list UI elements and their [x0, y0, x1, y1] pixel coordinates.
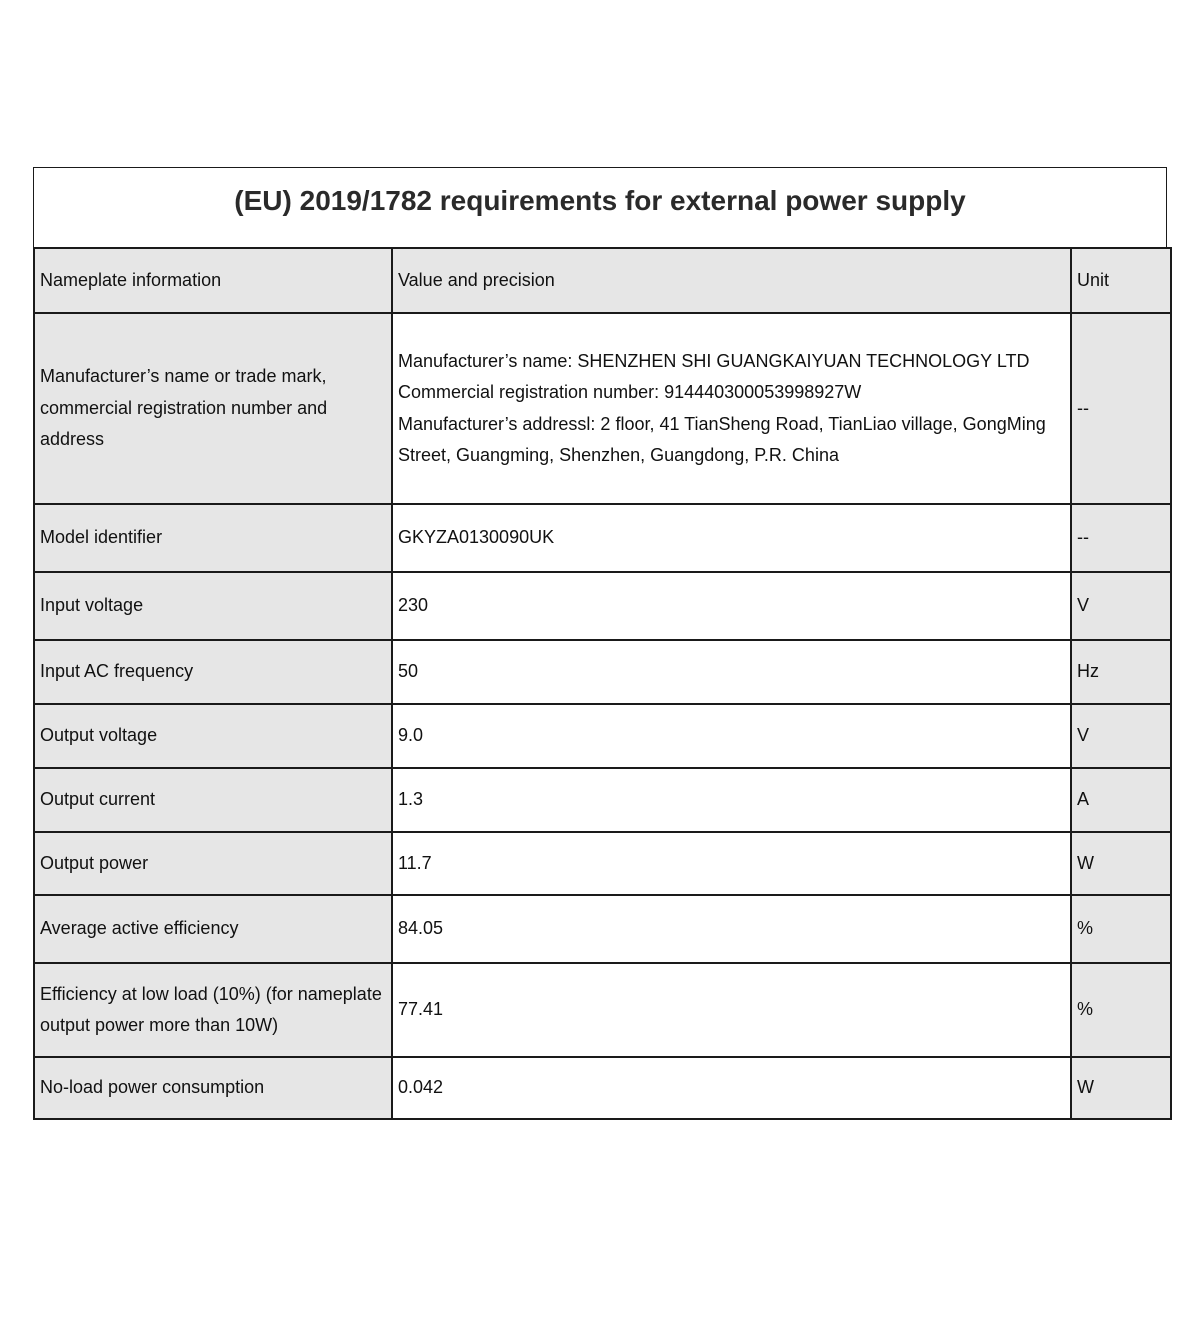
- row-name: Output current: [34, 768, 392, 832]
- row-unit: --: [1071, 313, 1171, 504]
- row-name: Model identifier: [34, 504, 392, 572]
- row-value: GKYZA0130090UK: [392, 504, 1071, 572]
- table-row: [34, 313, 1171, 504]
- table-row: [34, 704, 1171, 768]
- row-unit: W: [1071, 1057, 1171, 1119]
- row-name: Manufacturer’s name or trade mark, commercial registration number and address: [34, 313, 392, 504]
- table-row: [34, 504, 1171, 572]
- row-unit: W: [1071, 832, 1171, 895]
- row-unit: V: [1071, 704, 1171, 768]
- row-unit: %: [1071, 895, 1171, 963]
- header-nameplate: Nameplate information: [34, 248, 392, 313]
- row-value: 0.042: [392, 1057, 1071, 1119]
- row-name: Average active efficiency: [34, 895, 392, 963]
- row-name: Efficiency at low load (10%) (for nameplate output power more than 10W): [34, 963, 392, 1057]
- table-row: [34, 768, 1171, 832]
- manufacturer-name: Manufacturer’s name: SHENZHEN SHI GUANGKAIYUAN TECHNOLOGY LTD: [398, 350, 1030, 371]
- row-name: Output voltage: [34, 704, 392, 768]
- row-name: Output power: [34, 832, 392, 895]
- table-header-row: [34, 248, 1171, 313]
- row-unit: V: [1071, 572, 1171, 640]
- manufacturer-address: Manufacturer’s addressl: 2 floor, 41 TianSheng Road, TianLiao village, GongMing Street, Guangming, Shenzhen, Guangdong, P.R. China: [398, 413, 1046, 465]
- page-title: (EU) 2019/1782 requirements for external power supply: [234, 184, 966, 216]
- row-unit: --: [1071, 504, 1171, 572]
- row-value: 9.0: [392, 704, 1071, 768]
- row-unit: A: [1071, 768, 1171, 832]
- row-name: No-load power consumption: [34, 1057, 392, 1119]
- row-value: 230: [392, 572, 1071, 640]
- header-value: Value and precision: [392, 248, 1071, 313]
- row-value: 1.3: [392, 768, 1071, 832]
- title-box: [33, 167, 1167, 247]
- requirements-table: [33, 247, 1172, 1120]
- table-row: [34, 832, 1171, 895]
- requirements-sheet: [33, 167, 1167, 1120]
- table-row: [34, 895, 1171, 963]
- row-name: Input voltage: [34, 572, 392, 640]
- row-unit: %: [1071, 963, 1171, 1057]
- row-value: 50: [392, 640, 1071, 704]
- row-name: Input AC frequency: [34, 640, 392, 704]
- registration-number: Commercial registration number: 914440300053998927W: [398, 382, 862, 402]
- table-row: [34, 640, 1171, 704]
- row-value: 84.05: [392, 895, 1071, 963]
- row-value: 77.41: [392, 963, 1071, 1057]
- table-row: [34, 963, 1171, 1057]
- row-unit: Hz: [1071, 640, 1171, 704]
- row-value: 11.7: [392, 832, 1071, 895]
- table-row: [34, 572, 1171, 640]
- row-value: [392, 313, 1071, 504]
- table-row: [34, 1057, 1171, 1119]
- header-unit: Unit: [1071, 248, 1171, 313]
